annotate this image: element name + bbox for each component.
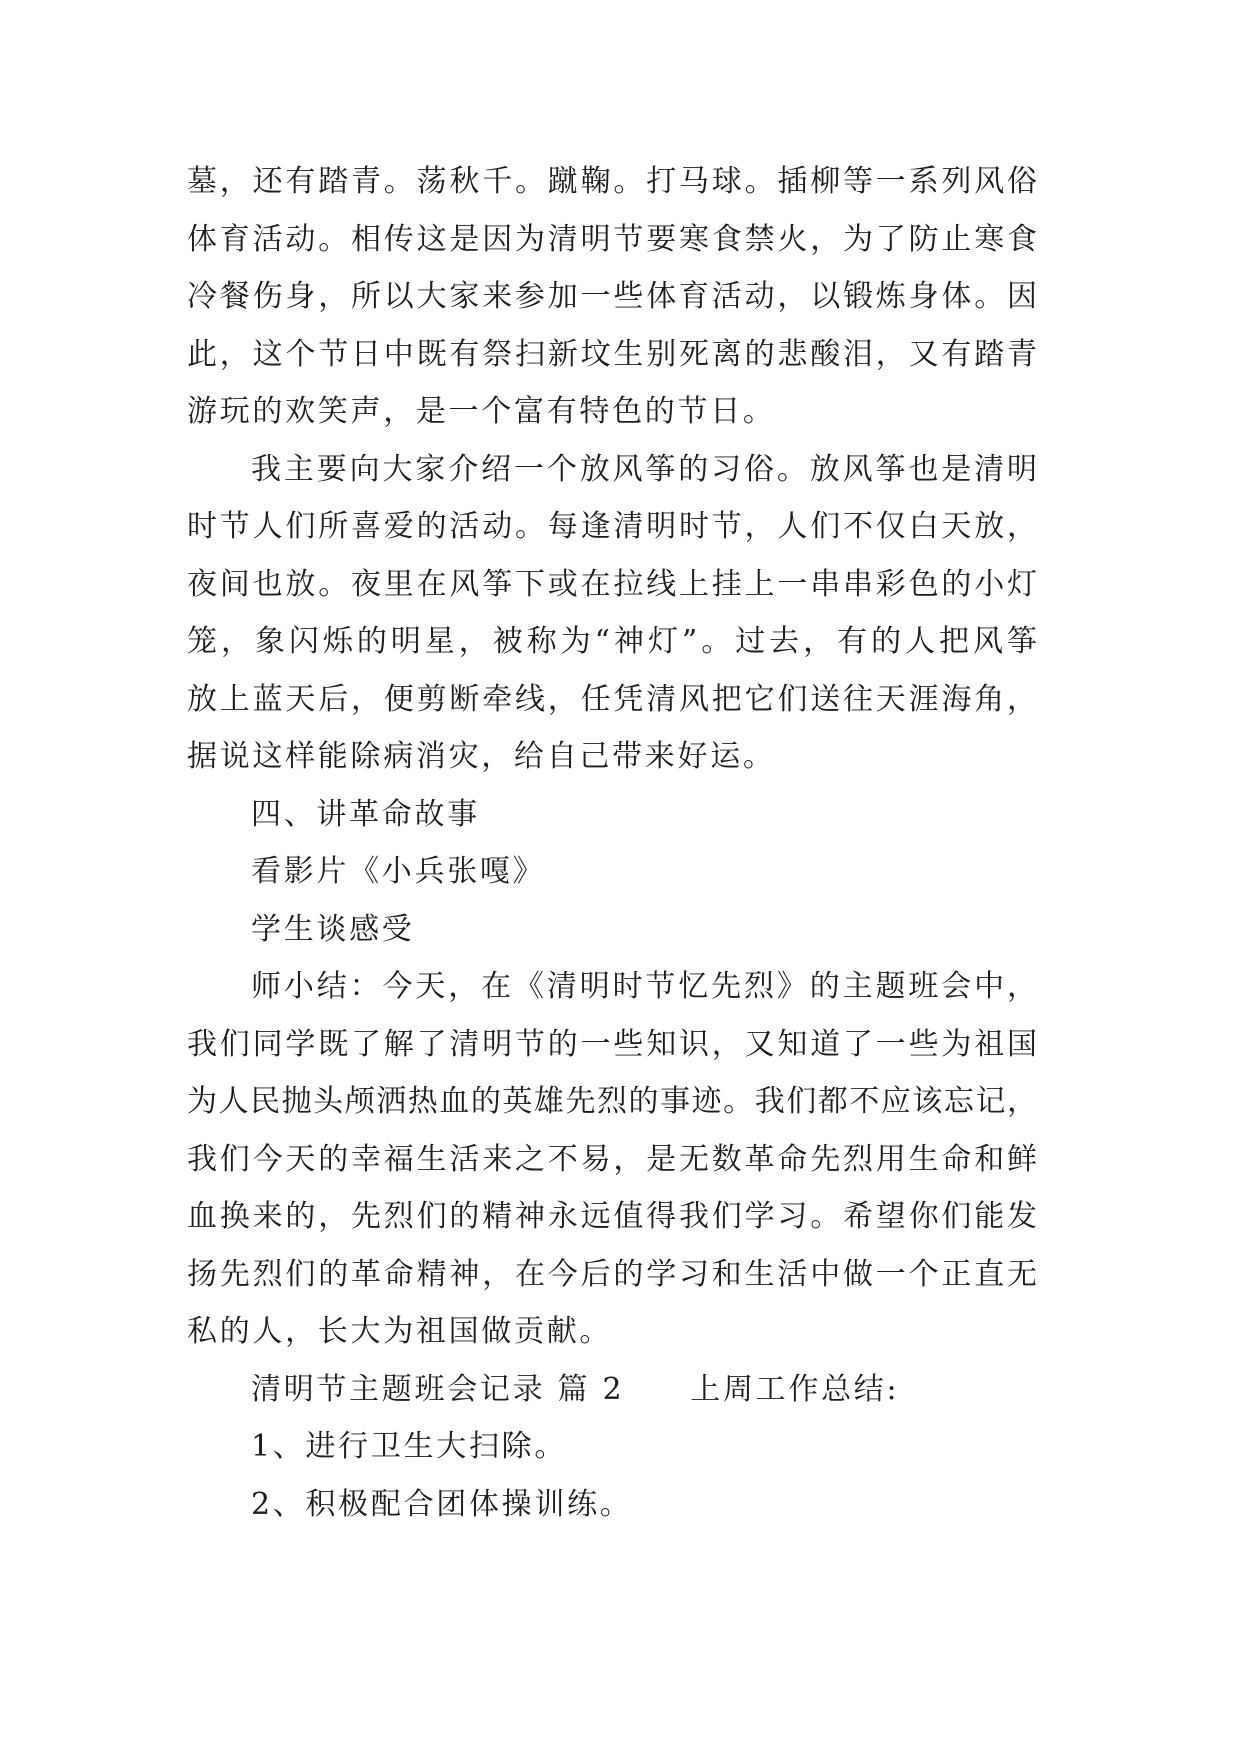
text-line: 据说这样能除病消灾，给自己带来好运。	[187, 739, 776, 774]
text-line: 此，这个节日中既有祭扫新坟生别死离的悲酸泪，又有踏青	[187, 336, 1037, 372]
record-title: 清明节主题班会记录 篇 2	[251, 1371, 625, 1407]
record-heading-line	[187, 1361, 1037, 1419]
text-line: 冷餐伤身，所以大家来参加一些体育活动，以锻炼身体。因	[187, 279, 1037, 314]
weekly-summary-label: 上周工作总结:	[690, 1371, 900, 1407]
text-line: 时节人们所喜爱的活动。每逢清明时节，人们不仅白天放，	[187, 509, 1037, 544]
activity-line: 看影片《小兵张嘎》	[251, 854, 546, 889]
text-line: 笼，象闪烁的明星，被称为“神灯”。过去，有的人把风筝	[187, 624, 1037, 659]
paragraph-first-line: 我主要向大家介绍一个放风筝的习俗。放风筝也是清明	[251, 451, 1037, 487]
text-line: 扬先烈们的革命精神，在今后的学习和生活中做一个正直无	[187, 1256, 1037, 1292]
text-line: 血换来的，先烈们的精神永远值得我们学习。希望你们能发	[187, 1199, 1037, 1234]
text-line: 墓，还有踏青。荡秋千。蹴鞠。打马球。插柳等一系列风俗	[187, 164, 1037, 199]
text-line: 为人民抛头颅洒热血的英雄先烈的事迹。我们都不应该忘记，	[187, 1084, 1037, 1119]
paragraph-first-line: 师小结：今天，在《清明时节忆先烈》的主题班会中，	[251, 969, 1037, 1004]
text-line: 游玩的欢笑声，是一个富有特色的节日。	[187, 394, 776, 429]
text-line: 私的人，长大为祖国做贡献。	[187, 1314, 613, 1349]
text-line: 我们今天的幸福生活来之不易，是无数革命先烈用生命和鲜	[187, 1141, 1037, 1177]
summary-item: 2、积极配合团体操训练。	[251, 1486, 633, 1522]
text-line: 放上蓝天后，便剪断牵线，任凭清风把它们送往天涯海角，	[187, 681, 1037, 717]
summary-item: 1、进行卫生大扫除。	[251, 1429, 568, 1464]
section-heading: 四、讲革命故事	[251, 796, 480, 832]
document-body	[187, 153, 1037, 1533]
text-line: 体育活动。相传这是因为清明节要寒食禁火，为了防止寒食	[187, 221, 1037, 257]
activity-line: 学生谈感受	[251, 911, 415, 947]
text-line: 我们同学既了解了清明节的一些知识，又知道了一些为祖国	[187, 1026, 1037, 1062]
text-line: 夜间也放。夜里在风筝下或在拉线上挂上一串串彩色的小灯	[187, 566, 1037, 602]
